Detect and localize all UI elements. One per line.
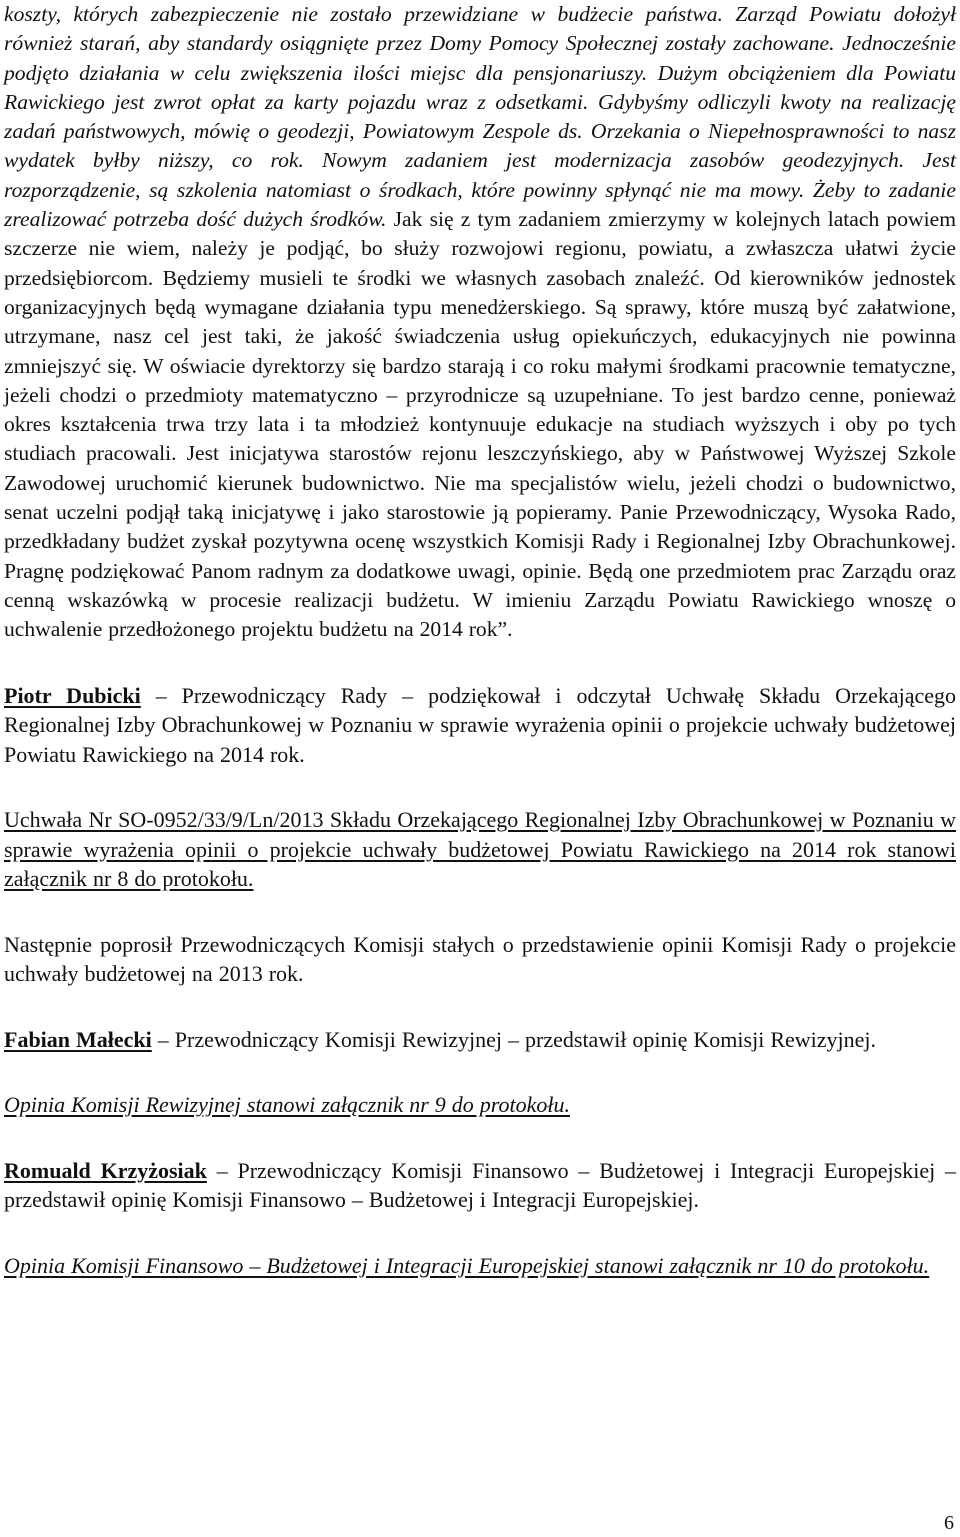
resolution-paragraph: Uchwała Nr SO-0952/33/9/Ln/2013 Składu Orzekającego Regionalnej Izby Obrachunkowej w Poznaniu w sprawie wyrażenia opinii o projekcie uchwały budżetowej Powiatu Rawickiego na 2014 rok stanowi załącznik nr 8 do protokołu. bbox=[4, 807, 956, 892]
continuation-italic-text: koszty, których zabezpieczenie nie zostało przewidziane w budżecie państwa. Zarząd Powiatu dołożył również starań, aby standardy osiągnięte przez Domy Pomocy Społecznej zostały zachowane. Jednocześnie podjęto działania w celu zwiększenia ilości miejsc dla pensjonariuszy. Dużym obciążeniem dla Powiatu Rawickiego jest zwrot opłat za karty pojazdu wraz z odsetkami. Gdybyśmy odliczyli kwoty na realizację zadań państwowych, mówię o geodezji, Powiatowym Zespole ds. Orzekania o Niepełnosprawności to nasz wydatek byłby niższy, co rok. Nowym zadaniem jest modernizacja zasobów geodezyjnych. Jest rozporządzenie, są szkolenia natomiast o środkach, które powinny spłynąć nie ma mowy. Żeby to zadanie zrealizować potrzeba dość dużych środków. bbox=[4, 2, 956, 232]
continuation-paragraph bbox=[4, 0, 956, 645]
page-number: 6 bbox=[944, 1512, 954, 1534]
request-paragraph: Następnie poprosił Przewodniczących Komisji stałych o przedstawienie opinii Komisji Rady o projekcie uchwały budżetowej na 2013 rok. bbox=[4, 931, 956, 987]
speech-paragraph-dubicki bbox=[4, 681, 956, 770]
document-page bbox=[4, 0, 956, 1280]
continuation-upright-text: Jak się z tym zadaniem zmierzymy w kolejnych latach powiem szczerze nie wiem, należy je podjąć, bo służy rozwojowi regionu, powiatu, a zwłaszcza ułatwi życie przedsiębiorcom. Będziemy musieli te środki we własnych zasobach znaleźć. Od kierowników jednostek organizacyjnych będą wymagane działania typu menedżerskiego. Są sprawy, które muszą być załatwione, utrzymane, nasz cel jest taki, że jakość świadczenia usług opiekuńczych, edukacyjnych nie powinna zmniejszyć się. W oświacie dyrektorzy się bardzo starają i co roku małymi środkami pracownie tematyczne, jeżeli chodzi o przedmioty matematyczno – przyrodnicze są uzupełniane. To jest bardzo cenne, ponieważ okres kształcenia trwa trzy lata i ta młodzież kontynuuje edukacje na studiach wyższych i oby po tych studiach pracowali. Jest inicjatywa starostów rejonu leszczyńskiego, aby w Państwowej Wyższej Szkole Zawodowej uruchomić kierunek budownictwo. Nie ma specjalistów wielu, jeżeli chodzi o budownictwo, senat uczelni podjął taką inicjatywę i jako starostowie ją popieramy. Panie Przewodniczący, Wysoka Rado, przedkładany budżet zyskał pozytywna ocenę wszystkich Komisji Rady i Regionalnej Izby Obrachunkowej. Pragnę podziękować Panom radnym za dodatkowe uwagi, opinie. Będą one przedmiotem prac Zarządu oraz cenną wskazówką w procesie realizacji budżetu. W imieniu Zarządu Powiatu Rawickiego wnoszę o uchwalenie przedłożonego projektu budżetu na 2014 rok”. bbox=[4, 207, 957, 642]
speech-text: – Przewodniczący Komisji Finansowo – Budżetowej i Integracji Europejskiej – przedstawił opinię Komisji Finansowo – Budżetowej i Integracji Europejskiej. bbox=[4, 1157, 956, 1213]
speaker-name: Fabian Małecki bbox=[4, 1026, 152, 1052]
speaker-name: Piotr Dubicki bbox=[4, 682, 141, 708]
speech-paragraph-malecki bbox=[4, 1025, 956, 1055]
speech-text: – Przewodniczący Komisji Rewizyjnej – przedstawił opinię Komisji Rewizyjnej. bbox=[151, 1026, 877, 1052]
attachment-note-9: Opinia Komisji Rewizyjnej stanowi załącznik nr 9 do protokołu. bbox=[4, 1092, 571, 1118]
speech-paragraph-krzyzosiak bbox=[4, 1156, 956, 1215]
speaker-name: Romuald Krzyżosiak bbox=[4, 1157, 207, 1183]
attachment-note-10: Opinia Komisji Finansowo – Budżetowej i Integracji Europejskiej stanowi załącznik nr 10 do protokołu. bbox=[4, 1252, 930, 1278]
speech-text: – Przewodniczący Rady – podziękował i odczytał Uchwałę Składu Orzekającego Regionalnej Izby Obrachunkowej w Poznaniu w sprawie wyrażenia opinii o projekcie uchwały budżetowej Powiatu Rawickiego na 2014 rok. bbox=[4, 682, 957, 767]
